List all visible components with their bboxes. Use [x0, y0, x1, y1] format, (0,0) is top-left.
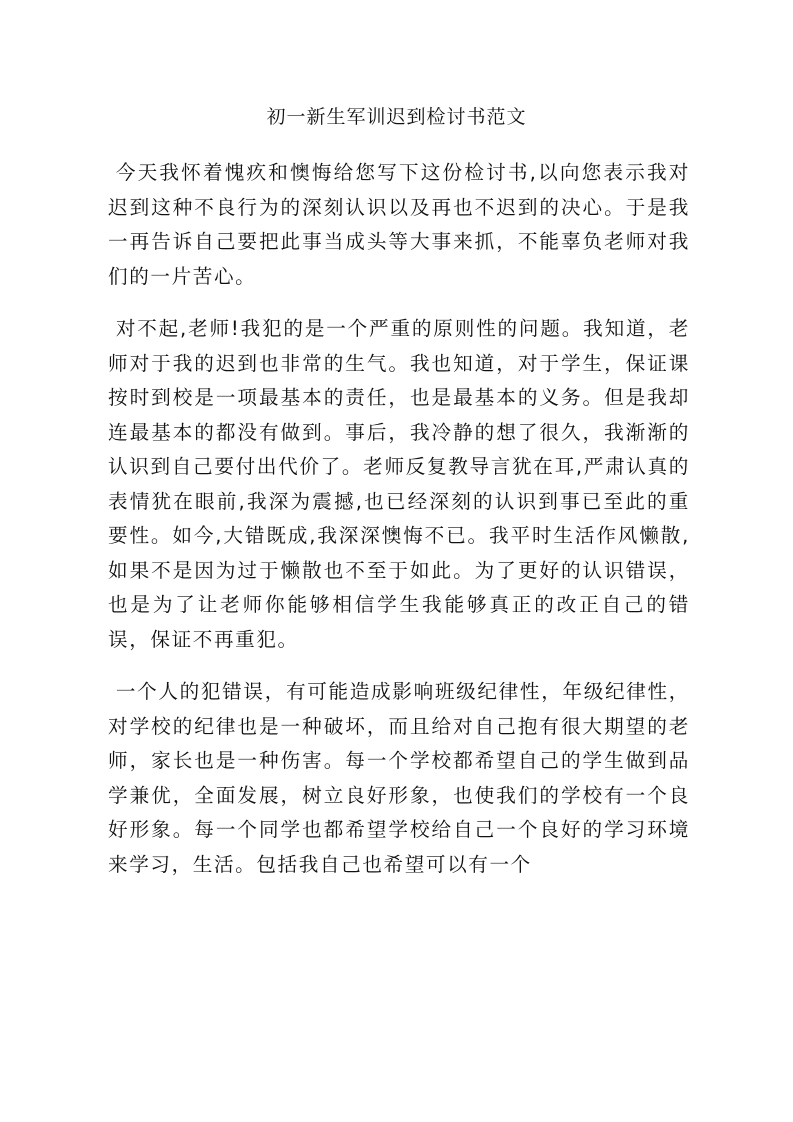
paragraph: 一个人的犯错误，有可能造成影响班级纪律性，年级纪律性，对学校的纪律也是一种破坏，而且给对自己抱有很大期望的老师，家长也是一种伤害。每一个学校都希望自己的学生做到品学兼优，全面发展，树立良好形象，也使我们的学校有一个良好形象。每一个同学也都希望学校给自己一个良好的学习环境来学习，生活。包括我自己也希望可以有一个	[108, 680, 690, 876]
document-body	[108, 156, 690, 900]
document-title: 初一新生军训迟到检讨书范文	[266, 106, 527, 128]
paragraph: 对不起,老师!我犯的是一个严重的原则性的问题。我知道，老师对于我的迟到也非常的生气。我也知道，对于学生，保证课按时到校是一项最基本的责任，也是最基本的义务。但是我却连最基本的都没有做到。事后，我冷静的想了很久，我渐渐的认识到自己要付出代价了。老师反复教导言犹在耳,严肃认真的表情犹在眼前,我深为震撼,也已经深刻的认识到事已至此的重要性。如今,大错既成,我深深懊悔不已。我平时生活作风懒散,如果不是因为过于懒散也不至于如此。为了更好的认识错误，也是为了让老师你能够相信学生我能够真正的改正自己的错误，保证不再重犯。	[108, 317, 690, 651]
paragraph: 今天我怀着愧疚和懊悔给您写下这份检讨书,以向您表示我对迟到这种不良行为的深刻认识以及再也不迟到的决心。于是我一再告诉自己要把此事当成头等大事来抓，不能辜负老师对我们的一片苦心。	[108, 161, 690, 288]
